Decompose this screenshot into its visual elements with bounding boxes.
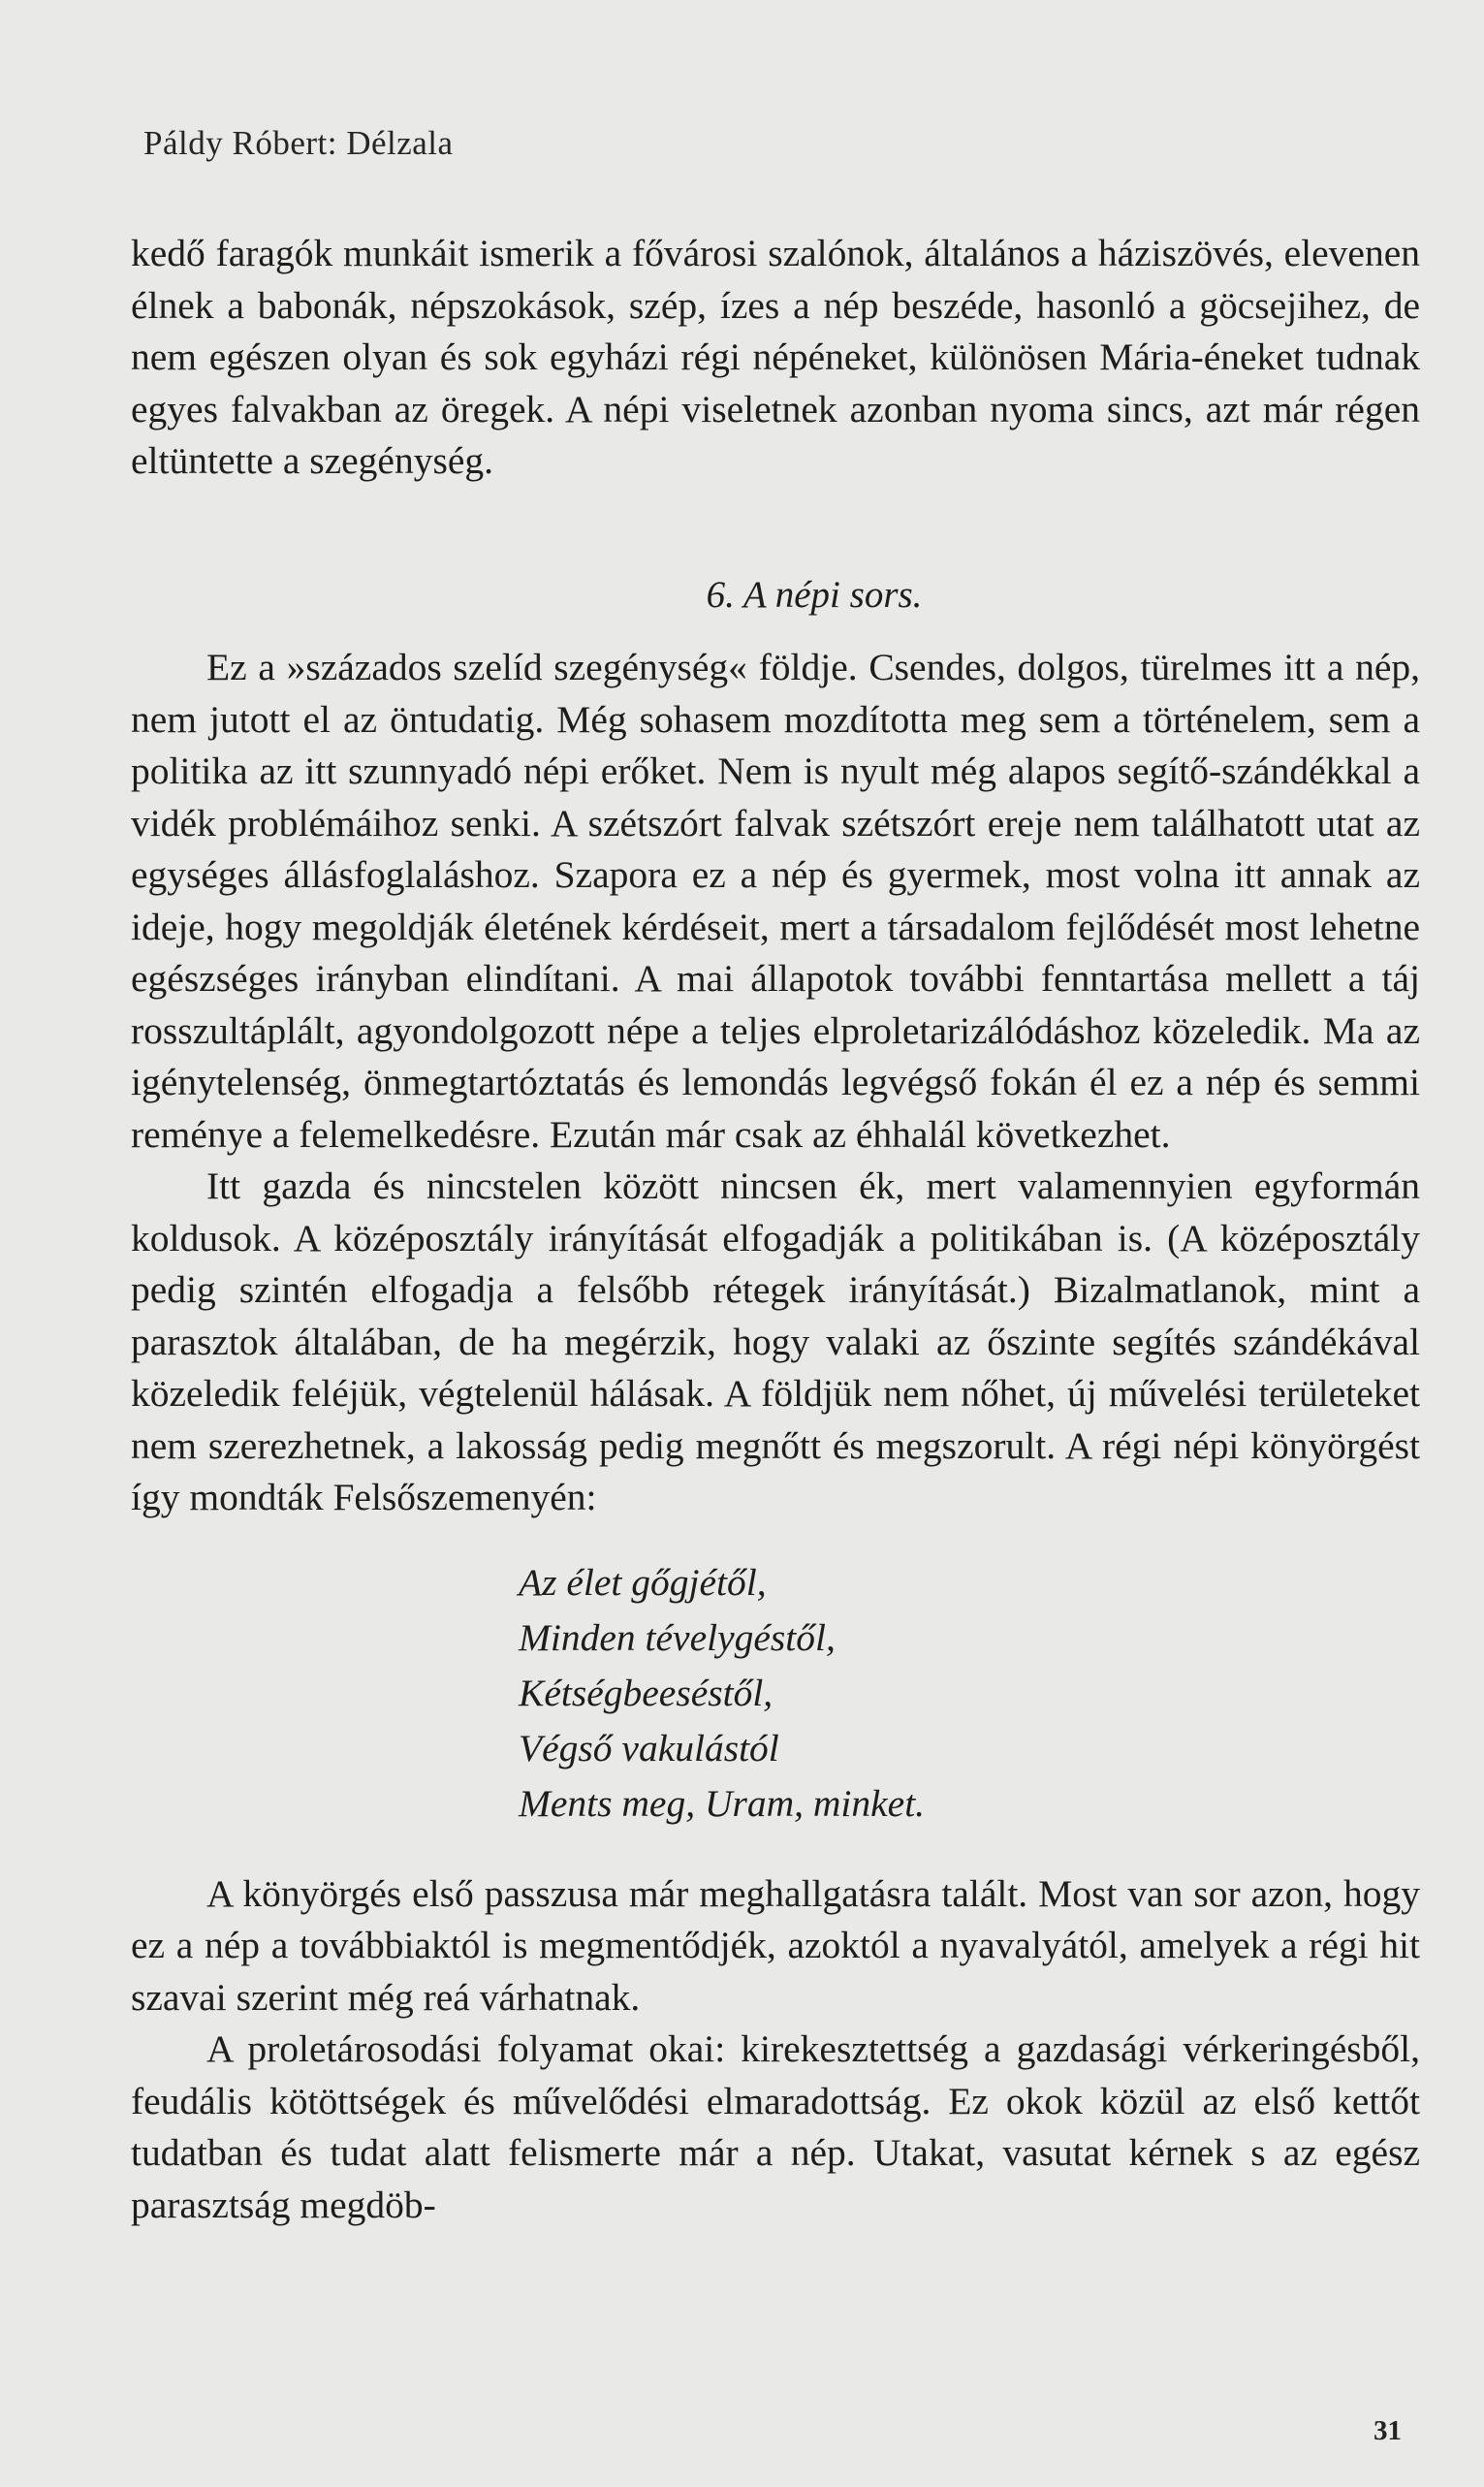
prayer-poem: [519, 1555, 1420, 1832]
poem-line: Ments meg, Uram, minket.: [519, 1781, 926, 1825]
paragraph-4: A könyörgés első passzusa már meghallgatásra talált. Most van sor azon, hogy ez a nép a továbbiaktól is megmentődjék, azoktól a nyavalyától, amelyek a régi hit szavai szerint még reá várhatnak.: [131, 1871, 1420, 2019]
body-text: [131, 228, 1420, 2231]
paragraph-1: kedő faragók munkáit ismerik a fővárosi szalónok, általános a háziszövés, elevenen élnek a babonák, népszokások, szép, ízes a nép beszéde, hasonló a göcsejihez, de nem egészen olyan és sok egyházi régi népéneket, különösen Mária-éneket tudnak egyes falvakban az öregek. A népi viseletnek azonban nyoma sincs, azt már régen eltüntette a szegénység.: [131, 232, 1420, 482]
poem-line: Végső vakulástól: [519, 1726, 779, 1770]
poem-line: Kétségbeeséstől,: [519, 1671, 774, 1714]
section-heading: 6. A népi sors.: [706, 573, 923, 616]
page-number: 31: [1373, 2415, 1402, 2446]
paragraph-3: Itt gazda és nincstelen között nincsen ék, mert valamennyien egyformán koldusok. A középosztály irányítását elfogadják a politikában is. (A középosztály pedig szintén elfogadja a felsőbb rétegek irányítását.) Bizalmatlanok, mint a parasztok általában, de ha megérzik, hogy valaki az őszinte segítés szándékával közeledik feléjük, végtelenül hálásak. A földjük nem nőhet, új művelési területeket nem szerezhetnek, a lakosság pedig megnőtt és megszorult. A régi népi könyörgést így mondták Felsőszemenyén:: [131, 1164, 1420, 1518]
poem-line: Minden tévelygéstől,: [519, 1615, 836, 1659]
paragraph-5: A proletárosodási folyamat okai: kirekesztettség a gazdasági vérkeringésből, feudális kötöttségek és művelődési elmaradottság. Ez okok közül az első kettőt tudatban és tudat alatt felismerte már a nép. Utakat, vasutat kérnek s az egész parasztság megdöb-: [131, 2027, 1420, 2226]
poem-line: Az élet gőgjétől,: [519, 1560, 767, 1604]
running-head: Páldy Róbert: Délzala: [143, 124, 454, 162]
paragraph-2: Ez a »százados szelíd szegénység« földje. Csendes, dolgos, türelmes itt a nép, nem jutott el az öntudatig. Még sohasem mozdította meg sem a történelem, sem a politika az itt szunnyadó népi erőket. Nem is nyult még alapos segítő-szándékkal a vidék problémáihoz senki. A szétszórt falvak szétszórt ereje nem találhatott utat az egységes állásfoglaláshoz. Szapora ez a nép és gyermek, most volna itt annak az ideje, hogy megoldják életének kérdéseit, mert a társadalom fejlődését most lehetne egészséges irányban elindítani. A mai állapotok további fenntartása mellett a táj rosszultáplált, agyondolgozott népe a teljes elproletarizálódáshoz közeledik. Ma az igénytelenség, önmegtartóztatás és lemondás legvégső fokán él ez a nép és semmi reménye a felemelkedésre. Ezután már csak az éhhalál következhet.: [131, 646, 1420, 1156]
